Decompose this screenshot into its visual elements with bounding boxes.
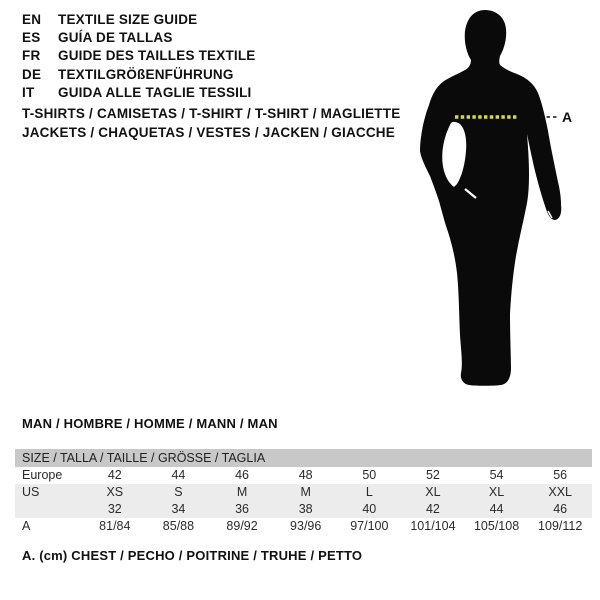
man-silhouette-svg — [415, 8, 577, 390]
size-value: 97/100 — [350, 519, 389, 533]
chest-measure-footnote: A. (cm) CHEST / PECHO / POITRINE / TRUHE / PETTO — [22, 548, 363, 563]
size-value: 48 — [298, 468, 313, 482]
size-value: 101/104 — [410, 519, 456, 533]
measure-label-a: A — [562, 109, 573, 125]
size-value: 46 — [235, 468, 250, 482]
category-line-jackets: JACKETS / CHAQUETAS / VESTES / JACKEN / GIACCHE — [22, 124, 395, 140]
size-value: XL — [488, 485, 505, 499]
size-value: 42 — [107, 468, 122, 482]
language-list — [22, 11, 256, 102]
man-silhouette-figure — [415, 8, 577, 390]
row-label: Europe — [22, 468, 63, 482]
row-label: A — [22, 519, 31, 533]
table-row-chest-a — [15, 518, 592, 535]
size-value: 38 — [298, 502, 313, 516]
size-value: 81/84 — [99, 519, 131, 533]
language-row-es — [22, 29, 256, 47]
language-row-it — [22, 84, 256, 102]
language-row-de — [22, 66, 256, 84]
language-code: DE — [22, 66, 42, 82]
size-value: 56 — [553, 468, 568, 482]
size-value: XS — [106, 485, 124, 499]
size-value: 89/92 — [226, 519, 258, 533]
size-value: 52 — [425, 468, 440, 482]
language-title: GUIDE DES TAILLES TEXTILE — [58, 48, 256, 64]
size-value: 34 — [171, 502, 186, 516]
table-row-us — [15, 484, 592, 501]
size-value: 93/96 — [290, 519, 322, 533]
table-row-numeric — [15, 501, 592, 518]
size-value: 40 — [362, 502, 377, 516]
size-value: 85/88 — [162, 519, 195, 533]
man-silhouette-shape — [420, 10, 561, 386]
language-title: TEXTILE SIZE GUIDE — [58, 12, 198, 27]
size-value: M — [236, 485, 248, 499]
language-title: TEXTILGRÖßENFÜHRUNG — [58, 66, 234, 82]
language-code: IT — [22, 84, 35, 100]
language-title: GUIDA ALLE TAGLIE TESSILI — [58, 84, 252, 100]
category-line-tshirts: T-SHIRTS / CAMISETAS / T-SHIRT / T-SHIRT / MAGLIETTE — [22, 106, 401, 121]
size-value: 46 — [553, 502, 568, 516]
size-value: 32 — [107, 502, 122, 516]
language-code: FR — [22, 48, 41, 64]
language-row-fr — [22, 47, 256, 65]
size-value: XXL — [548, 485, 572, 499]
language-code: EN — [22, 12, 42, 27]
size-value: 44 — [489, 502, 504, 516]
size-value: L — [365, 485, 373, 499]
table-row-europe — [15, 467, 592, 484]
language-row-en — [22, 11, 256, 29]
size-value: S — [174, 485, 183, 499]
size-value: 109/112 — [538, 519, 583, 533]
language-title: GUÍA DE TALLAS — [58, 30, 173, 46]
row-label: US — [22, 485, 40, 499]
garment-categories — [22, 105, 400, 142]
size-value: 42 — [425, 502, 440, 516]
size-value: 36 — [235, 502, 250, 516]
size-table-header: SIZE / TALLA / TAILLE / GRÖSSE / TAGLIA — [15, 449, 592, 467]
size-value: M — [300, 485, 311, 499]
row-label — [15, 501, 83, 518]
size-value: 44 — [171, 468, 186, 482]
size-table — [15, 449, 592, 535]
size-value: 50 — [362, 468, 377, 482]
section-title-man: MAN / HOMBRE / HOMME / MANN / MAN — [22, 416, 278, 431]
language-code: ES — [22, 30, 41, 46]
size-value: 105/108 — [473, 519, 520, 533]
size-value: XL — [425, 485, 441, 499]
size-value: 54 — [489, 468, 504, 482]
